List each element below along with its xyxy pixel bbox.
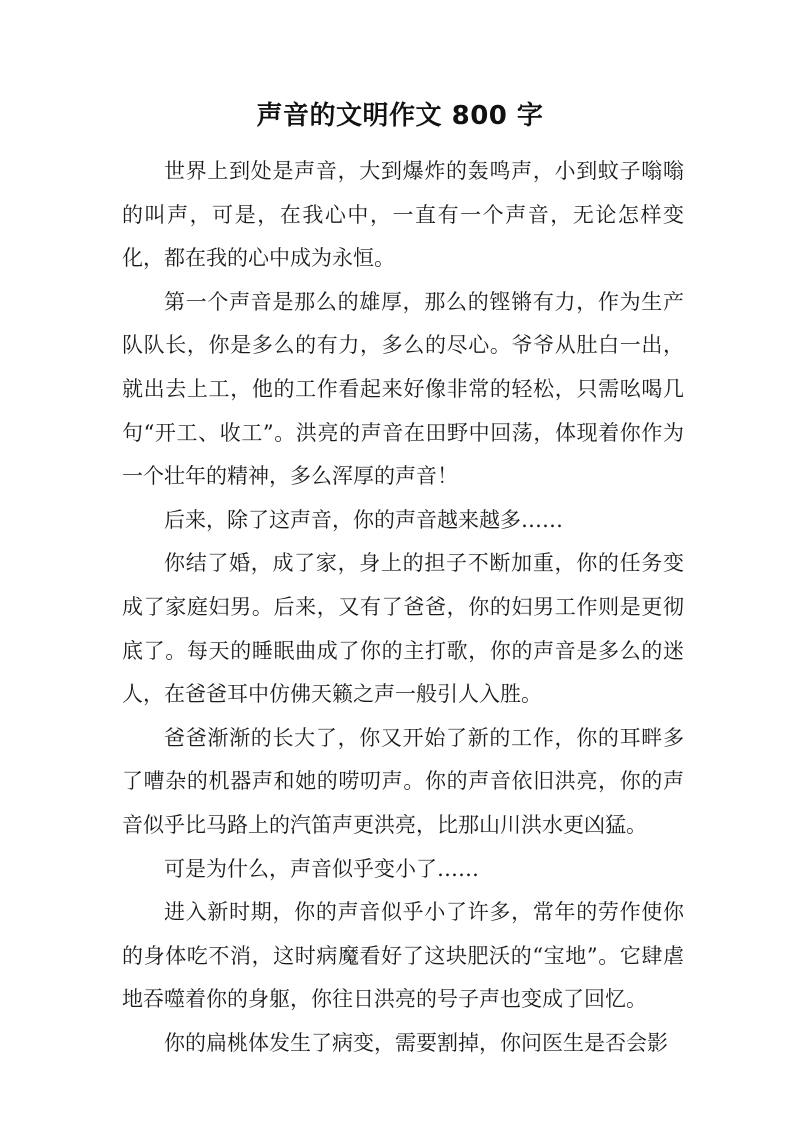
paragraph-8: 你的扁桃体发生了病变，需要割掉，你问医生是否会影 [164,1030,668,1055]
paragraph-4: 你结了婚，成了家，身上的担子不断加重，你的任务变成了家庭妇男。后来，又有了爸爸，你的妇男工作则是更彻底了。每天的睡眠曲成了你的主打歌，你的声音是多么的迷人，在爸爸耳中仿佛天籁之声一般引人入胜。 [122,551,684,707]
essay-body [122,150,684,1065]
paragraph-5: 爸爸渐渐的长大了，你又开始了新的工作，你的耳畔多了嘈杂的机器声和她的唠叨声。你的声音依旧洪亮，你的声音似乎比马路上的汽笛声更洪亮，比那山川洪水更凶猛。 [122,725,684,837]
paragraph-2: 第一个声音是那么的雄厚，那么的铿锵有力，作为生产队队长，你是多么的有力，多么的尽心。爷爷从肚白一出，就出去上工，他的工作看起来好像非常的轻松，只需吆喝几句“开工、收工”。洪亮的声音在田野中回荡，体现着你作为一个壮年的精神，多么浑厚的声音！ [122,289,684,489]
paragraph-1: 世界上到处是声音，大到爆炸的轰鸣声，小到蚊子嗡嗡的叫声，可是，在我心中，一直有一个声音，无论怎样变化，都在我的心中成为永恒。 [122,159,684,271]
paragraph-6: 可是为什么，声音似乎变小了…… [164,856,479,881]
page-title: 声音的文明作文 800 字 [256,101,544,131]
paragraph-3: 后来，除了这声音，你的声音越来越多…… [164,507,563,532]
paragraph-7: 进入新时期，你的声音似乎小了许多，常年的劳作使你的身体吃不消，这时病魔看好了这块肥沃的“宝地”。它肆虐地吞噬着你的身躯，你往日洪亮的号子声也变成了回忆。 [122,900,684,1012]
